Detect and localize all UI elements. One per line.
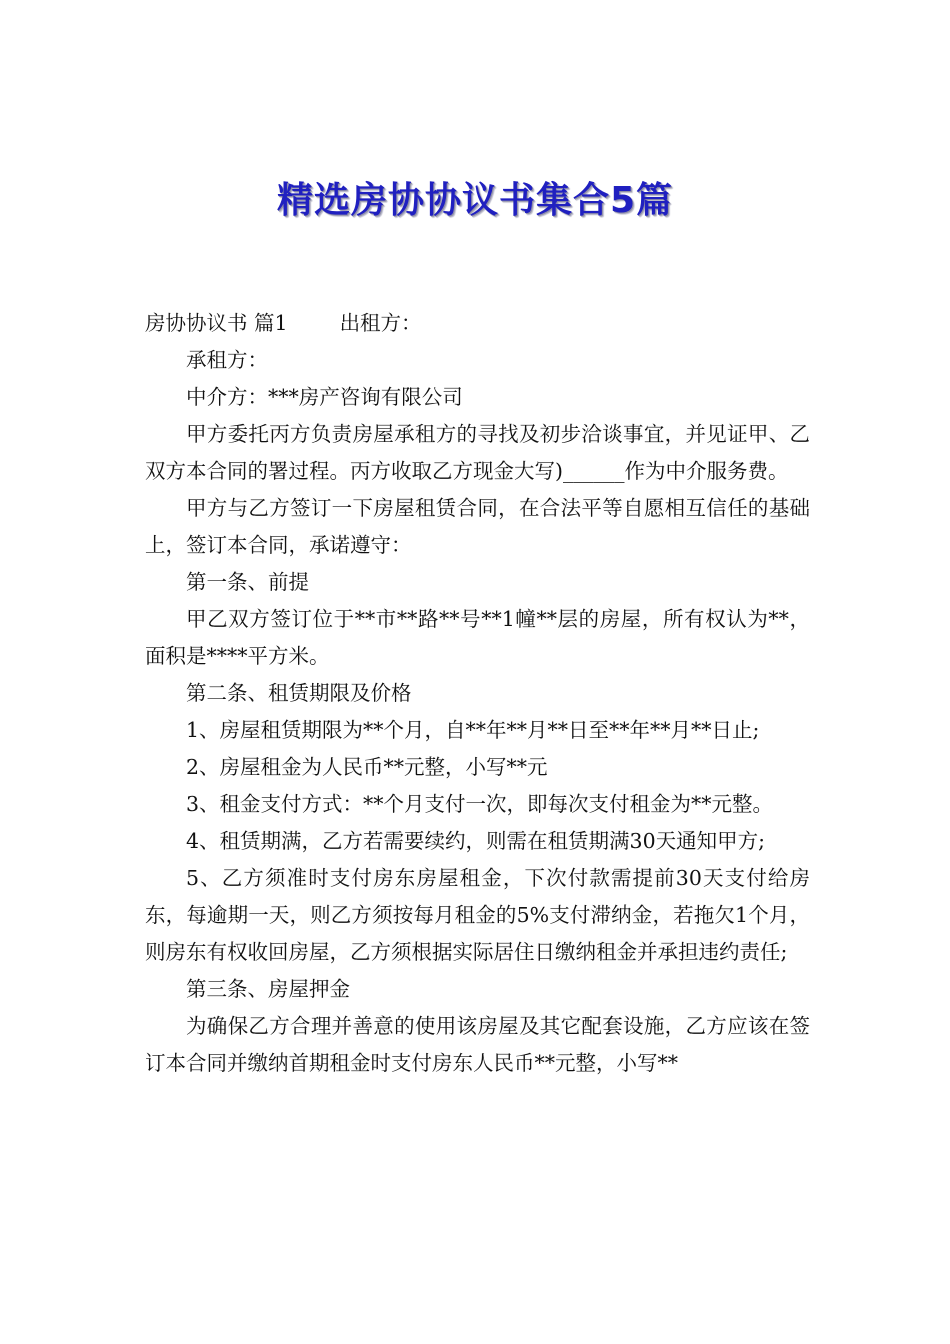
paragraph-renewal: 4、租赁期满，乙方若需要续约，则需在租赁期满30天通知甲方; <box>186 829 766 853</box>
paragraph-agreement: 甲方与乙方签订一下房屋租赁合同，在合法平等自愿相互信任的基础上，签订本合同，承诺遵守： <box>145 496 810 557</box>
clause-heading-2: 第二条、租赁期限及价格 <box>186 681 412 705</box>
paragraph-payment: 3、租金支付方式：**个月支付一次，即每次支付租金为**元整。 <box>186 792 774 816</box>
paragraph-entrust: 甲方委托丙方负责房屋承租方的寻找及初步洽谈事宜，并见证甲、乙双方本合同的署过程。丙方收取乙方现金大写)______作为中介服务费。 <box>145 422 810 483</box>
paragraph-late-fee: 5、乙方须准时支付房东房屋租金，下次付款需提前30天支付给房东，每逾期一天，则乙方须按每月租金的5%支付滞纳金，若拖欠1个月，则房东有权收回房屋，乙方须根据实际居住日缴纳租金并承担违约责任; <box>145 866 810 964</box>
paragraph-premise: 甲乙双方签订位于**市**路**号**1幢**层的房屋，所有权认为**，面积是****平方米。 <box>145 607 810 668</box>
paragraph-agent: 中介方：***房产咨询有限公司 <box>186 385 463 409</box>
intro-line <box>145 305 810 342</box>
lessor-label: 出租方： <box>339 311 422 335</box>
paragraph-rent: 2、房屋租金为人民币**元整，小写**元 <box>186 755 548 779</box>
clause-heading-1: 第一条、前提 <box>186 570 309 594</box>
clause-heading-3: 第三条、房屋押金 <box>186 977 350 1001</box>
document-title: 精选房协协议书集合5篇 <box>276 180 674 221</box>
article-heading: 房协协议书 篇1 <box>145 311 288 335</box>
document-body <box>145 305 810 1082</box>
paragraph-term: 1、房屋租赁期限为**个月，自**年**月**日至**年**月**日止; <box>186 718 760 742</box>
paragraph-lessee: 承租方： <box>186 348 268 372</box>
paragraph-deposit: 为确保乙方合理并善意的使用该房屋及其它配套设施，乙方应该在签订本合同并缴纳首期租金时支付房东人民币**元整，小写** <box>145 1014 810 1075</box>
